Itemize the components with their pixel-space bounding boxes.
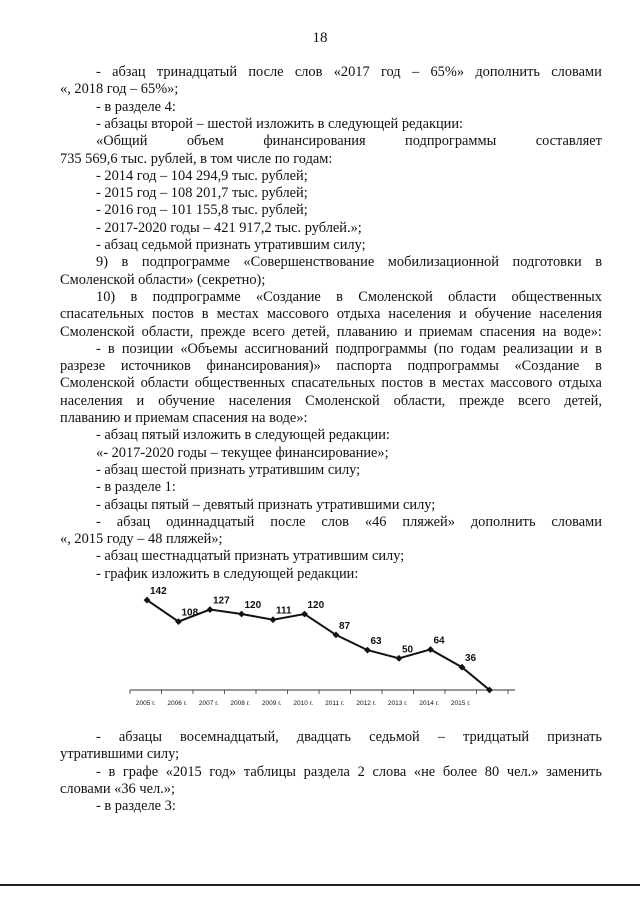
data-label: 87	[339, 620, 351, 632]
word: дополнить	[470, 513, 536, 530]
text-line: - абзацы второй – шестой изложить в следующей редакции:	[96, 115, 464, 132]
word: тридцатый	[463, 729, 530, 745]
x-tick-label: 2014 г.	[419, 700, 440, 707]
text-line: - 2016 год – 101 155,8 тыс. рублей;	[96, 202, 308, 219]
word: 65%»	[430, 64, 465, 80]
word: отдыха	[336, 306, 381, 323]
word: (по	[433, 340, 454, 357]
text-line: плаванию и приемам спасения на воде»:	[60, 410, 308, 426]
word: «не	[413, 763, 436, 780]
text-line: 735 569,6 тыс. рублей, в том числе по годам:	[60, 150, 333, 167]
word: 9)	[96, 254, 108, 271]
word: Смоленской	[358, 288, 433, 305]
data-label: 142	[150, 586, 167, 598]
word: «Объемы	[180, 340, 238, 357]
word: абзац	[112, 64, 146, 80]
word: более	[442, 763, 478, 780]
word: населения	[539, 306, 602, 323]
word: двадцать	[296, 729, 352, 745]
text-line	[96, 341, 602, 358]
word: всего	[252, 323, 285, 340]
word: ассигнований	[244, 340, 329, 357]
x-tick-label: 2013 г.	[387, 700, 408, 707]
word: составляет	[535, 133, 602, 150]
word: подпрограммы	[335, 340, 427, 357]
word: «2017	[333, 64, 370, 80]
word: приемам	[419, 323, 473, 340]
x-tick-label: 2006 г.	[167, 700, 188, 707]
word: источников	[120, 358, 191, 375]
text-line: - абзац шестой признать утратившим силу;	[96, 461, 361, 478]
word: графе	[122, 763, 159, 780]
text-line	[60, 358, 602, 375]
word: словами	[551, 513, 602, 530]
word: подпрограмме	[141, 254, 230, 271]
word: паспорта	[336, 358, 392, 375]
word: и	[580, 340, 589, 357]
data-point	[270, 616, 277, 623]
x-tick-label: 2007 г.	[198, 700, 219, 707]
word: Смоленской	[60, 375, 135, 392]
data-label: 64	[433, 635, 445, 647]
page-bottom-rule	[0, 884, 640, 886]
text-line: - абзац шестнадцатый признать утратившим силу;	[96, 548, 405, 565]
word: в	[108, 763, 116, 780]
data-label: 36	[465, 653, 477, 665]
text-line: словами «36 чел.»;	[60, 780, 175, 797]
data-label: 120	[244, 600, 262, 611]
word: восемнадцатый,	[180, 729, 279, 745]
word: подпрограммы	[407, 358, 499, 375]
word: «46	[364, 513, 387, 530]
word: обучение	[474, 306, 532, 323]
word: слов	[321, 513, 349, 530]
word: и	[136, 392, 145, 409]
data-label: 111	[276, 605, 292, 617]
word: год»	[209, 763, 237, 780]
x-tick-label: 2005 г.	[135, 700, 156, 707]
word: 80	[484, 763, 500, 780]
text-line: утратившими силу;	[60, 746, 180, 763]
text-line: - абзац седьмой признать утратившим силу;	[96, 237, 366, 253]
word: спасения	[479, 323, 536, 340]
word: обучение	[158, 392, 215, 409]
page-number: 18	[312, 30, 328, 46]
line-chart	[120, 585, 520, 715]
word: в	[595, 358, 602, 375]
word: –	[437, 729, 445, 745]
word: признать	[547, 729, 602, 745]
word: пляжей»	[402, 513, 455, 530]
word: на	[542, 323, 557, 340]
word: Смоленской	[305, 392, 380, 409]
text-line	[60, 393, 602, 410]
word: массового	[266, 306, 329, 323]
word: слов	[294, 64, 323, 80]
text-line: - абзацы пятый – девятый признать утратившими силу;	[96, 496, 436, 513]
word: объем	[186, 133, 224, 150]
word: заменить	[546, 763, 602, 780]
word: одиннадцатый	[166, 513, 255, 530]
text-line: - в разделе 1:	[96, 479, 176, 496]
text-line	[60, 375, 602, 392]
word: области,	[393, 392, 446, 409]
text-line	[60, 324, 602, 341]
word: населения	[228, 392, 292, 409]
word: –	[411, 64, 420, 80]
text-line: Смоленской области» (секретно);	[60, 271, 266, 288]
word: -	[96, 763, 101, 780]
text-line: - 2017-2020 годы – 421 917,2 тыс. рублей.»;	[96, 219, 362, 236]
word: в	[595, 340, 602, 357]
word: тринадцатый	[156, 64, 238, 80]
text-line	[60, 306, 602, 323]
text-line: - в разделе 4:	[96, 98, 176, 115]
word: области	[448, 288, 497, 305]
word: в	[429, 375, 436, 392]
data-point	[207, 606, 214, 613]
word: абзац	[116, 513, 151, 530]
word: чел.»	[506, 763, 539, 780]
word: «Общий	[96, 133, 148, 150]
text-line: - график изложить в следующей редакции:	[96, 565, 359, 582]
word: воде»:	[563, 323, 602, 340]
text-line	[96, 729, 602, 746]
text-line: «, 2018 год – 65%»;	[60, 81, 179, 98]
word: и	[459, 306, 467, 323]
word: раздела	[303, 763, 350, 780]
word: год	[380, 64, 401, 80]
word: плаванию	[336, 323, 398, 340]
data-label: 63	[370, 636, 382, 648]
word: -	[96, 729, 101, 745]
word: прежде	[459, 392, 505, 409]
word: годам	[460, 340, 496, 357]
text-line	[96, 64, 602, 81]
word: всего	[517, 392, 551, 409]
word: подготовки	[512, 254, 582, 271]
word: слова	[372, 763, 407, 780]
word: абзацы	[118, 729, 162, 745]
word: после	[270, 513, 306, 530]
data-label: 50	[402, 644, 414, 656]
word: в	[107, 340, 115, 357]
word: -	[96, 513, 101, 530]
word: в	[121, 254, 129, 271]
x-tick-label: 2010 г.	[293, 700, 314, 707]
word: области	[140, 375, 189, 392]
word: отдыха	[558, 375, 602, 392]
word: «2015	[165, 763, 202, 780]
data-label: 108	[181, 607, 199, 619]
word: населения	[388, 306, 452, 323]
word: -	[96, 340, 101, 357]
word: детей,	[292, 323, 330, 340]
text-line	[96, 133, 602, 150]
word: финансирования	[263, 133, 366, 150]
word: в	[595, 254, 602, 271]
data-point	[396, 655, 403, 662]
word: после	[248, 64, 284, 80]
word: и	[404, 323, 413, 340]
x-tick-label: 2009 г.	[261, 700, 282, 707]
word: реализации	[502, 340, 574, 357]
word: местах	[216, 306, 259, 323]
word: подпрограмме	[152, 288, 241, 305]
x-tick-label: 2015 г.	[450, 700, 471, 707]
x-tick-label: 2011 г.	[325, 700, 345, 707]
word: мобилизационной	[387, 254, 499, 271]
word: массового	[490, 375, 553, 392]
word: общественных	[194, 375, 286, 392]
text-line	[96, 289, 602, 306]
word: дополнить	[475, 64, 540, 80]
word: Смоленской	[60, 323, 135, 340]
word: 10)	[96, 288, 116, 305]
word: «Создание	[255, 288, 321, 305]
text-line: «- 2017-2020 годы – текущее финансирование»;	[96, 444, 389, 461]
word: финансирования)»	[206, 358, 321, 375]
word: прежде	[200, 323, 246, 340]
word: позиции	[121, 340, 174, 357]
word: спасательных	[291, 375, 376, 392]
word: «Создание	[514, 358, 580, 375]
text-line: - абзац пятый изложить в следующей редакции:	[96, 427, 390, 444]
x-tick-label: 2008 г.	[230, 700, 251, 707]
word: в	[201, 306, 209, 323]
word: -	[96, 64, 101, 80]
data-label: 127	[213, 595, 230, 607]
word: 2	[357, 763, 365, 780]
word: местах	[441, 375, 485, 392]
data-point	[364, 647, 371, 654]
data-point	[238, 611, 245, 618]
word: детей,	[564, 392, 602, 409]
word: спасательных	[60, 306, 145, 323]
text-line: - 2014 год – 104 294,9 тыс. рублей;	[96, 167, 308, 184]
word: в	[336, 288, 343, 305]
word: «Совершенствование	[243, 254, 375, 271]
word: подпрограммы	[405, 133, 497, 150]
x-tick-label: 2012 г.	[356, 700, 377, 707]
word: общественных	[511, 288, 602, 305]
text-line: - в разделе 3:	[96, 798, 176, 815]
word: седьмой	[369, 729, 420, 745]
word: постов	[381, 375, 424, 392]
word: разрезе	[60, 358, 106, 375]
word: населения	[60, 392, 123, 409]
word: таблицы	[243, 763, 296, 780]
word: области,	[141, 323, 194, 340]
word: в	[130, 288, 138, 305]
text-line: «, 2015 году – 48 пляжей»;	[60, 531, 223, 548]
text-line: - 2015 год – 108 201,7 тыс. рублей;	[96, 185, 308, 202]
text-line	[96, 514, 602, 531]
text-line	[96, 254, 602, 271]
data-label: 120	[307, 600, 325, 611]
text-line	[96, 764, 602, 781]
word: постов	[152, 306, 194, 323]
word: словами	[551, 64, 602, 80]
